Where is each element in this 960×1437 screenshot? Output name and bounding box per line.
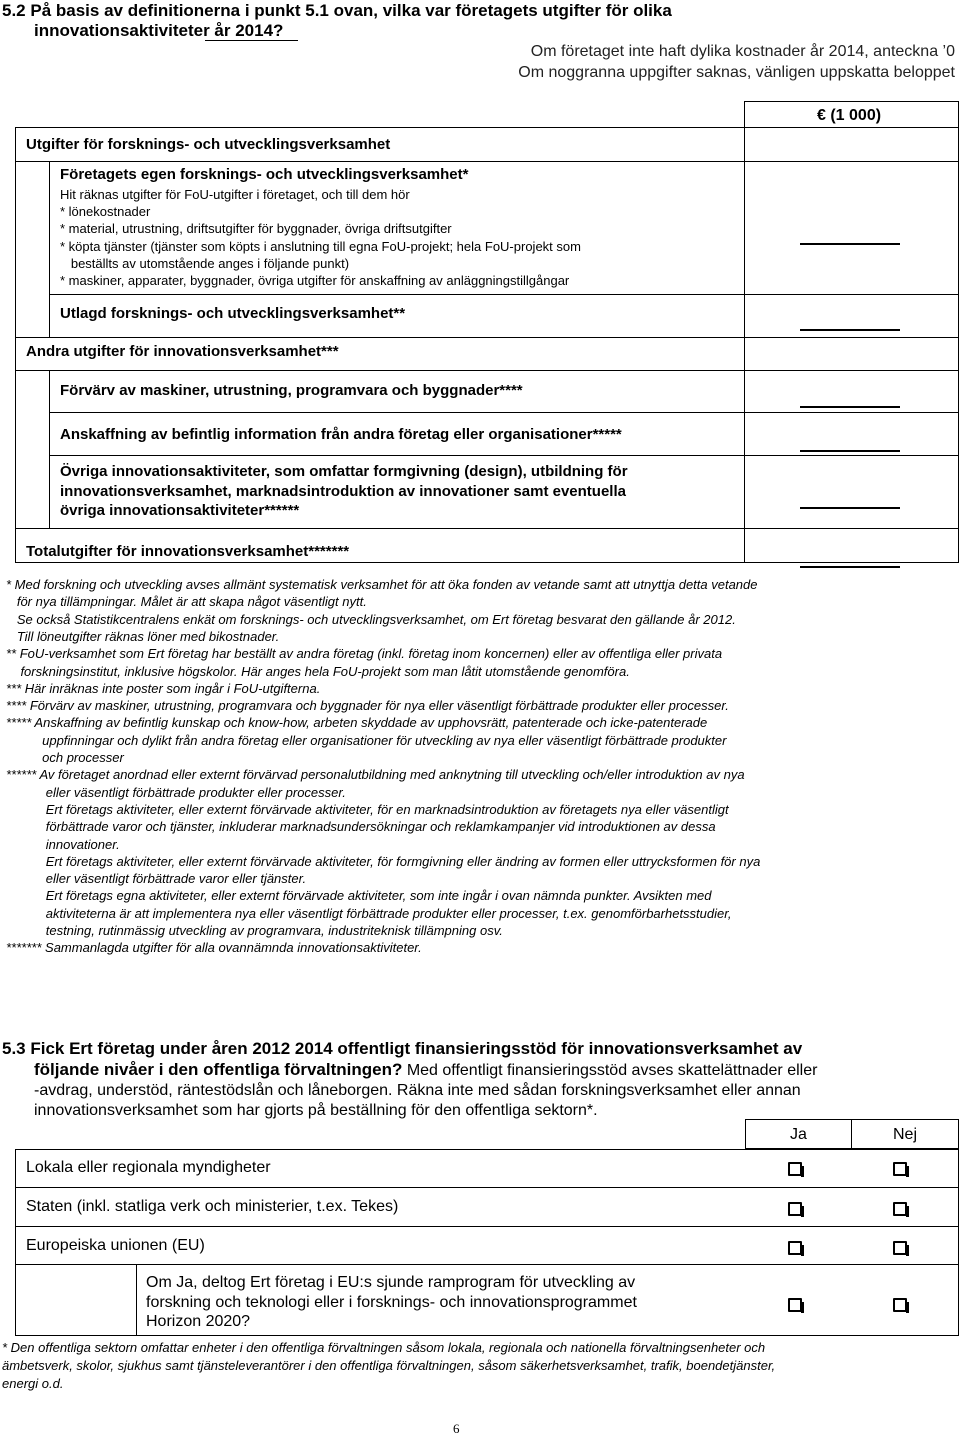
- other-activities-label: övriga innovationsaktiviteter******: [60, 502, 300, 519]
- own-rd-text: beställts av utomstående anges i följande punkt): [60, 256, 350, 271]
- row-label-horizon: Horizon 2020?: [146, 1313, 251, 1330]
- footnote-line: ** FoU-verksamhet som Ert företag har beställt av andra företag (inkl. företag inom koncernen) eller av offentliga eller privata: [6, 646, 723, 662]
- row-label-horizon: Om Ja, deltog Ert företag i EU:s sjunde ramprogram för utveckling av: [146, 1274, 636, 1291]
- own-rd-text: * köpta tjänster (tjänster som köpts i anslutning till egna FoU-projekt; hela FoU-projekt som: [60, 239, 581, 254]
- own-rd-title: Företagets egen forsknings- och utvecklingsverksamhet*: [60, 166, 469, 183]
- local-yes-checkbox[interactable]: [788, 1162, 802, 1176]
- unit-column-top: [744, 101, 959, 102]
- section-5-2-title-line1: 5.2 På basis av definitionerna i punkt 5.1 ovan, vilka var företagets utgifter för olika: [2, 1, 672, 20]
- own-rd-text: * material, utrustning, driftsutgifter för byggnader, övriga driftsutgifter: [60, 221, 452, 236]
- own-rd-text: * maskiner, apparater, byggnader, övriga utgifter för anskaffning av anläggningstillgångar: [60, 273, 570, 288]
- row-divider: [15, 528, 959, 529]
- estimate-note: Om noggranna uppgifter saknas, vänligen uppskatta beloppet: [518, 64, 955, 81]
- col-no-header: [851, 1119, 959, 1149]
- col-yes-label: Ja: [790, 1126, 807, 1143]
- section-5-3-question: följande nivåer i den offentliga förvaltningen?: [34, 1060, 403, 1079]
- footnote-line: aktiviteterna är att implementera nya eller väsentligt förbättrade produkter eller processer, t.ex. genomförbarhetsstudier,: [6, 905, 732, 921]
- own-rd-amount-field[interactable]: [800, 243, 900, 245]
- unit-column-left-border: [744, 101, 745, 562]
- other-indent-border: [49, 370, 50, 528]
- row-divider: [15, 1264, 959, 1265]
- row-label-local: Lokala eller regionala myndigheter: [26, 1159, 271, 1176]
- footnote-line: eller väsentligt förbättrade produkter eller processer.: [6, 784, 346, 800]
- state-no-checkbox[interactable]: [893, 1202, 907, 1216]
- other-expenses-heading: Andra utgifter för innovationsverksamhet***: [26, 343, 339, 360]
- footnote-line: uppfinningar och dylikt från andra företag eller organisationer för utveckling av nya eller väsentligt förbättrade produkter: [6, 732, 727, 748]
- rd-heading: Utgifter för forsknings- och utvecklingsverksamhet: [26, 136, 391, 153]
- footnote-line: för nya tillämpningar. Målet är att skapa något väsentligt nytt.: [6, 594, 367, 610]
- information-label: Anskaffning av befintlig information från andra företag eller organisationer*****: [60, 426, 622, 443]
- public-sector-footnote: ämbetsverk, skolor, sjukhus samt tjänsteleverantörer i den offentliga förvaltningen, såsom säkerhetsverksamhet, trafik, boendetjänster,: [2, 1358, 776, 1373]
- footnote-line: forskningsinstitut, inklusive högskolor. Här anges hela FoU-projekt som man låtit utomstående genomföra.: [6, 663, 630, 679]
- section-5-2-title-line2: innovationsaktiviteter år 2014?: [34, 21, 284, 40]
- total-label: Totalutgifter för innovationsverksamhet*******: [26, 543, 350, 560]
- other-activities-label: Övriga innovationsaktiviteter, som omfattar formgivning (design), utbildning för: [60, 463, 628, 480]
- information-amount-field[interactable]: [800, 450, 900, 452]
- footnote-line: Ert företags egna aktiviteter, eller externt förvärvade aktiviteter, som inte ingår i ovan nämnda punkter. Avsikten med: [6, 888, 712, 904]
- table-top-border: [15, 127, 959, 128]
- footnote-line: Ert företags aktiviteter, eller externt förvärvade aktiviteter, för formgivning eller ändring av formen eller uttrycksformen för nya: [6, 853, 761, 869]
- table-right-border: [958, 1149, 959, 1335]
- footnote-line: ***** Anskaffning av befintlig kunskap och know-how, arbeten skyddade av upphovsrätt, patenterade och icke-patenterade: [6, 715, 708, 731]
- row-label-horizon: forskning och teknologi eller i forsknings- och innovationsprogrammet: [146, 1294, 637, 1311]
- footnote-line: *** Här inräknas inte poster som ingår i FoU-utgifterna.: [6, 680, 321, 696]
- acquisition-label: Förvärv av maskiner, utrustning, programvara och byggnader****: [60, 382, 523, 399]
- table-left-border: [15, 1149, 16, 1335]
- row-divider: [49, 294, 959, 295]
- horizon-yes-checkbox[interactable]: [788, 1298, 802, 1312]
- table-left-border: [15, 127, 16, 562]
- local-no-checkbox[interactable]: [893, 1162, 907, 1176]
- footnote-line: Ert företags aktiviteter, eller externt förvärvade aktiviteter, för en marknadsintroduktion av företagets nya eller väsentligt: [6, 801, 729, 817]
- row-label-eu: Europeiska unionen (EU): [26, 1237, 205, 1254]
- public-sector-footnote: energi o.d.: [2, 1376, 64, 1391]
- row-divider: [15, 370, 959, 371]
- row-divider: [15, 161, 959, 162]
- row-label-state: Staten (inkl. statliga verk och ministerier, t.ex. Tekes): [26, 1198, 399, 1215]
- row-divider: [15, 1226, 959, 1227]
- section-5-3-title-line1: 5.3 Fick Ert företag under åren 2012 2014 offentligt finansieringsstöd för innovationsverksamhet av: [2, 1039, 803, 1058]
- footnote-line: * Med forskning och utveckling avses allmänt systematisk verksamhet för att öka fonden av vetande samt att utnyttja detta vetande: [6, 577, 758, 592]
- own-rd-text: * lönekostnader: [60, 204, 151, 219]
- other-activities-amount-field[interactable]: [800, 507, 900, 509]
- own-rd-text: Hit räknas utgifter för FoU-utgifter i företaget, och till dem hör: [60, 187, 410, 202]
- col-yes-header: [745, 1119, 852, 1149]
- total-amount-field[interactable]: [800, 566, 900, 568]
- title-underline: [205, 40, 298, 41]
- footnote-line: och processer: [6, 750, 124, 765]
- table-bottom-border: [15, 562, 959, 563]
- section-5-3-title-line2: [34, 1060, 817, 1080]
- row-divider: [49, 412, 959, 413]
- table-bottom-border: [15, 1335, 959, 1336]
- public-sector-footnote: * Den offentliga sektorn omfattar enheter i den offentliga förvaltningen såsom lokala, regionala och nationella förvaltningsenheter och: [2, 1340, 766, 1355]
- footnote-line: ******* Sammanlagda utgifter för alla ovannämnda innovationsaktiviteter.: [6, 940, 422, 956]
- row-divider: [49, 455, 959, 456]
- section-5-3-description: -avdrag, understöd, räntestödslån och låneborgen. Räkna inte med sådan forskningsverksamhet eller annan: [34, 1082, 801, 1099]
- footnote-line: **** Förvärv av maskiner, utrustning, programvara och byggnader för nya eller väsentligt förbättrade produkter eller processer.: [6, 698, 729, 714]
- outsourced-rd-amount-field[interactable]: [800, 329, 900, 331]
- row-divider: [15, 1149, 959, 1150]
- unit-column-right-border: [958, 101, 959, 562]
- other-activities-label: innovationsverksamhet, marknadsintroduktion av innovationer samt eventuella: [60, 483, 626, 500]
- eu-yes-checkbox[interactable]: [788, 1241, 802, 1255]
- zero-note: Om företaget inte haft dylika kostnader år 2014, anteckna ’0: [530, 43, 955, 60]
- unit-header: € (1 000): [817, 107, 882, 124]
- footnote-line: eller väsentligt förbättrade varor eller tjänster.: [6, 871, 307, 887]
- section-5-3-definition: Med offentligt finansieringsstöd avses skattelättnader eller: [402, 1062, 818, 1079]
- footnote-line: testning, rutinmässig utveckling av programvara, industriteknisk tillämpning osv.: [6, 923, 503, 938]
- footnote-line: Till löneutgifter räknas löner med bikostnader.: [6, 628, 280, 644]
- col-no-label: Nej: [892, 1126, 917, 1143]
- state-yes-checkbox[interactable]: [788, 1202, 802, 1216]
- outsourced-rd-label: Utlagd forsknings- och utvecklingsverksamhet**: [60, 305, 406, 322]
- acquisition-amount-field[interactable]: [800, 406, 900, 408]
- footnote-line: innovationer.: [6, 836, 120, 852]
- rd-indent-border: [49, 161, 50, 337]
- footnote-line: ****** Av företaget anordnad eller externt förvärvad personalutbildning med anknytning till utveckling och/eller introduktion av nya: [6, 767, 745, 783]
- eu-no-checkbox[interactable]: [893, 1241, 907, 1255]
- footnote-line: förbättrade varor och tjänster, inkluderar marknadsundersökningar och reklamkampanjer vid introduktionen av dessa: [6, 819, 716, 835]
- row-divider: [15, 337, 959, 338]
- footnote-line: Se också Statistikcentralens enkät om forsknings- och utvecklingsverksamhet, om Ert företag besvarat den gällande år 2012.: [6, 611, 736, 627]
- section-5-3-description: innovationsverksamhet som har gjorts på beställning för den offentliga sektorn*.: [34, 1102, 598, 1119]
- row-divider: [15, 1187, 959, 1188]
- page-number: 6: [453, 1421, 460, 1436]
- horizon-indent-border: [136, 1264, 137, 1335]
- horizon-no-checkbox[interactable]: [893, 1298, 907, 1312]
